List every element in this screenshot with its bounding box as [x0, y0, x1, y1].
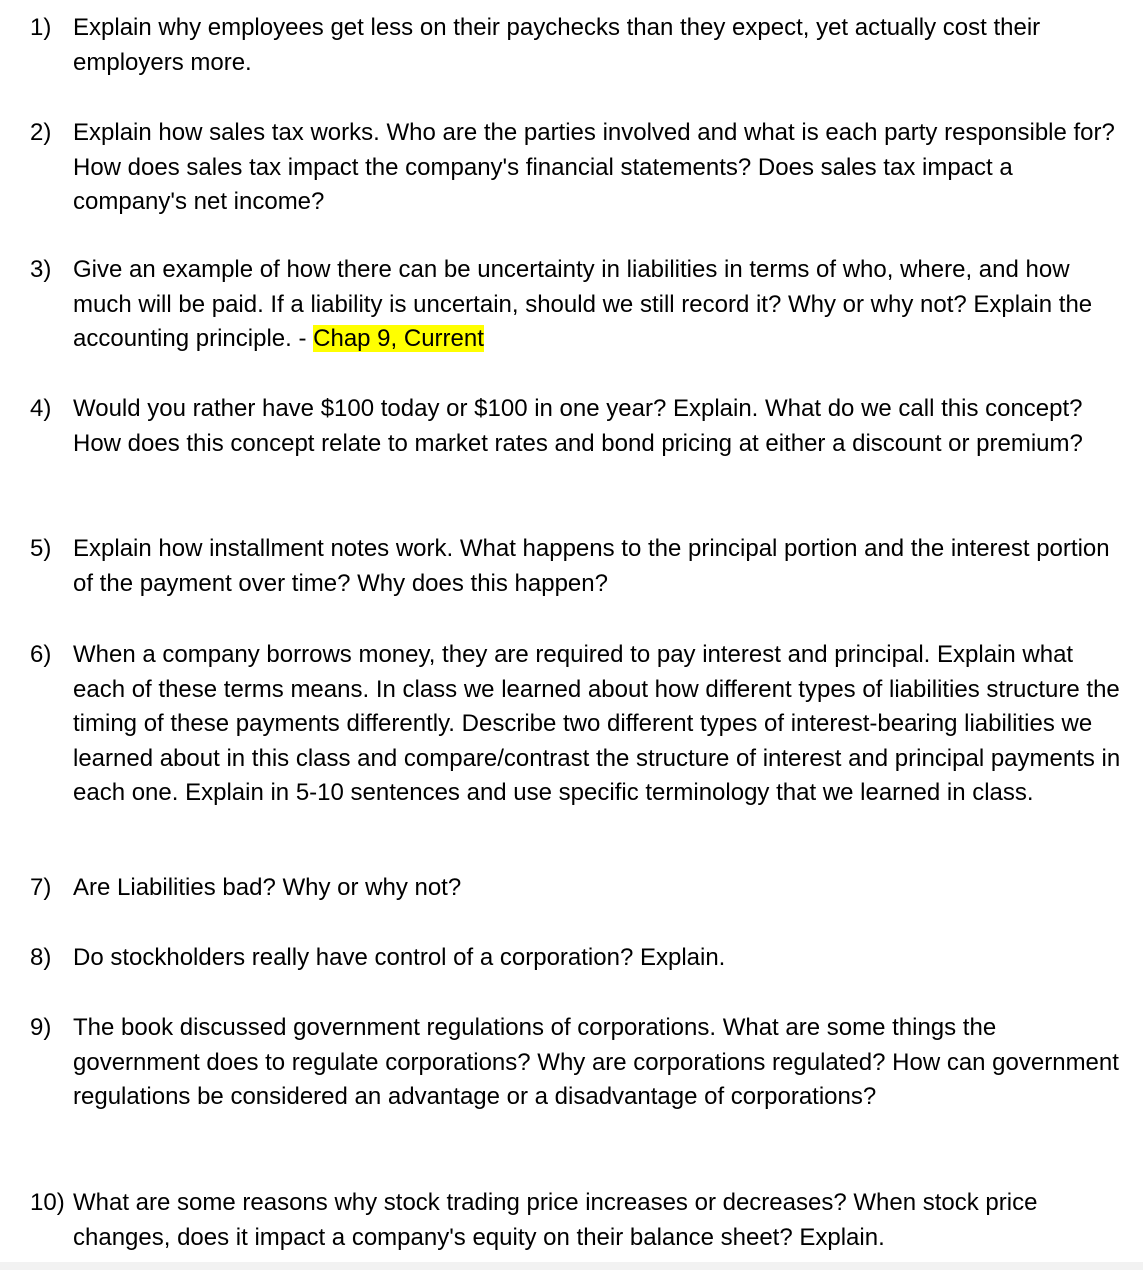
question-text: Give an example of how there can be uncertainty in liabilities in terms of who, where, and how much will be paid. If a liability is uncertain, should we still record it? Why or why not? Explain the accounting principle. -: [73, 256, 1093, 352]
question-item: [30, 116, 1125, 220]
question-number: 3): [30, 256, 52, 283]
question-number: 7): [30, 874, 52, 901]
question-item: [30, 1186, 1125, 1255]
question-number: 8): [30, 944, 52, 971]
question-item: [30, 532, 1125, 601]
question-text: What are some reasons why stock trading price increases or decreases? When stock price changes, does it impact a company's equity on their balance sheet? Explain.: [73, 1189, 1038, 1251]
question-number: 4): [30, 395, 52, 422]
question-item: [30, 253, 1125, 357]
question-number: 1): [30, 14, 52, 41]
question-item: [30, 1011, 1125, 1115]
question-number: 5): [30, 535, 52, 562]
question-number: 10): [30, 1189, 65, 1216]
question-number: 2): [30, 119, 52, 146]
question-text: Explain how installment notes work. What happens to the principal portion and the interest portion of the payment over time? Why does this happen?: [73, 535, 1110, 597]
question-text: Are Liabilities bad? Why or why not?: [73, 874, 462, 901]
question-text: Do stockholders really have control of a corporation? Explain.: [73, 944, 726, 971]
question-text: When a company borrows money, they are required to pay interest and principal. Explain what each of these terms means. In class we learned about how different types of liabilities structure the timing of these payments differently. Describe two different types of interest-bearing liabilities we learned about in this class and compare/contrast the structure of interest and principal payments in each one. Explain in 5-10 sentences and use specific terminology that we learned in class.: [73, 641, 1121, 806]
question-item: [30, 638, 1125, 811]
question-text: The book discussed government regulations of corporations. What are some things the government does to regulate corporations? Why are corporations regulated? How can government regulations be considered an advantage or a disadvantage of corporations?: [73, 1014, 1119, 1110]
question-text: Would you rather have $100 today or $100 in one year? Explain. What do we call this concept? How does this concept relate to market rates and bond pricing at either a discount or premium?: [73, 395, 1083, 457]
question-number: 9): [30, 1014, 52, 1041]
question-item: [30, 392, 1125, 461]
question-item: [30, 11, 1125, 80]
question-text: Explain how sales tax works. Who are the parties involved and what is each party responsible for? How does sales tax impact the company's financial statements? Does sales tax impact a company's net income?: [73, 119, 1115, 215]
question-item: [30, 871, 1125, 906]
question-text: Explain why employees get less on their paychecks than they expect, yet actually cost their employers more.: [73, 14, 1041, 76]
page-bottom-edge: [0, 1262, 1143, 1270]
question-item: [30, 941, 1125, 976]
highlighted-note: Chap 9, Current: [313, 325, 484, 352]
question-number: 6): [30, 641, 52, 668]
